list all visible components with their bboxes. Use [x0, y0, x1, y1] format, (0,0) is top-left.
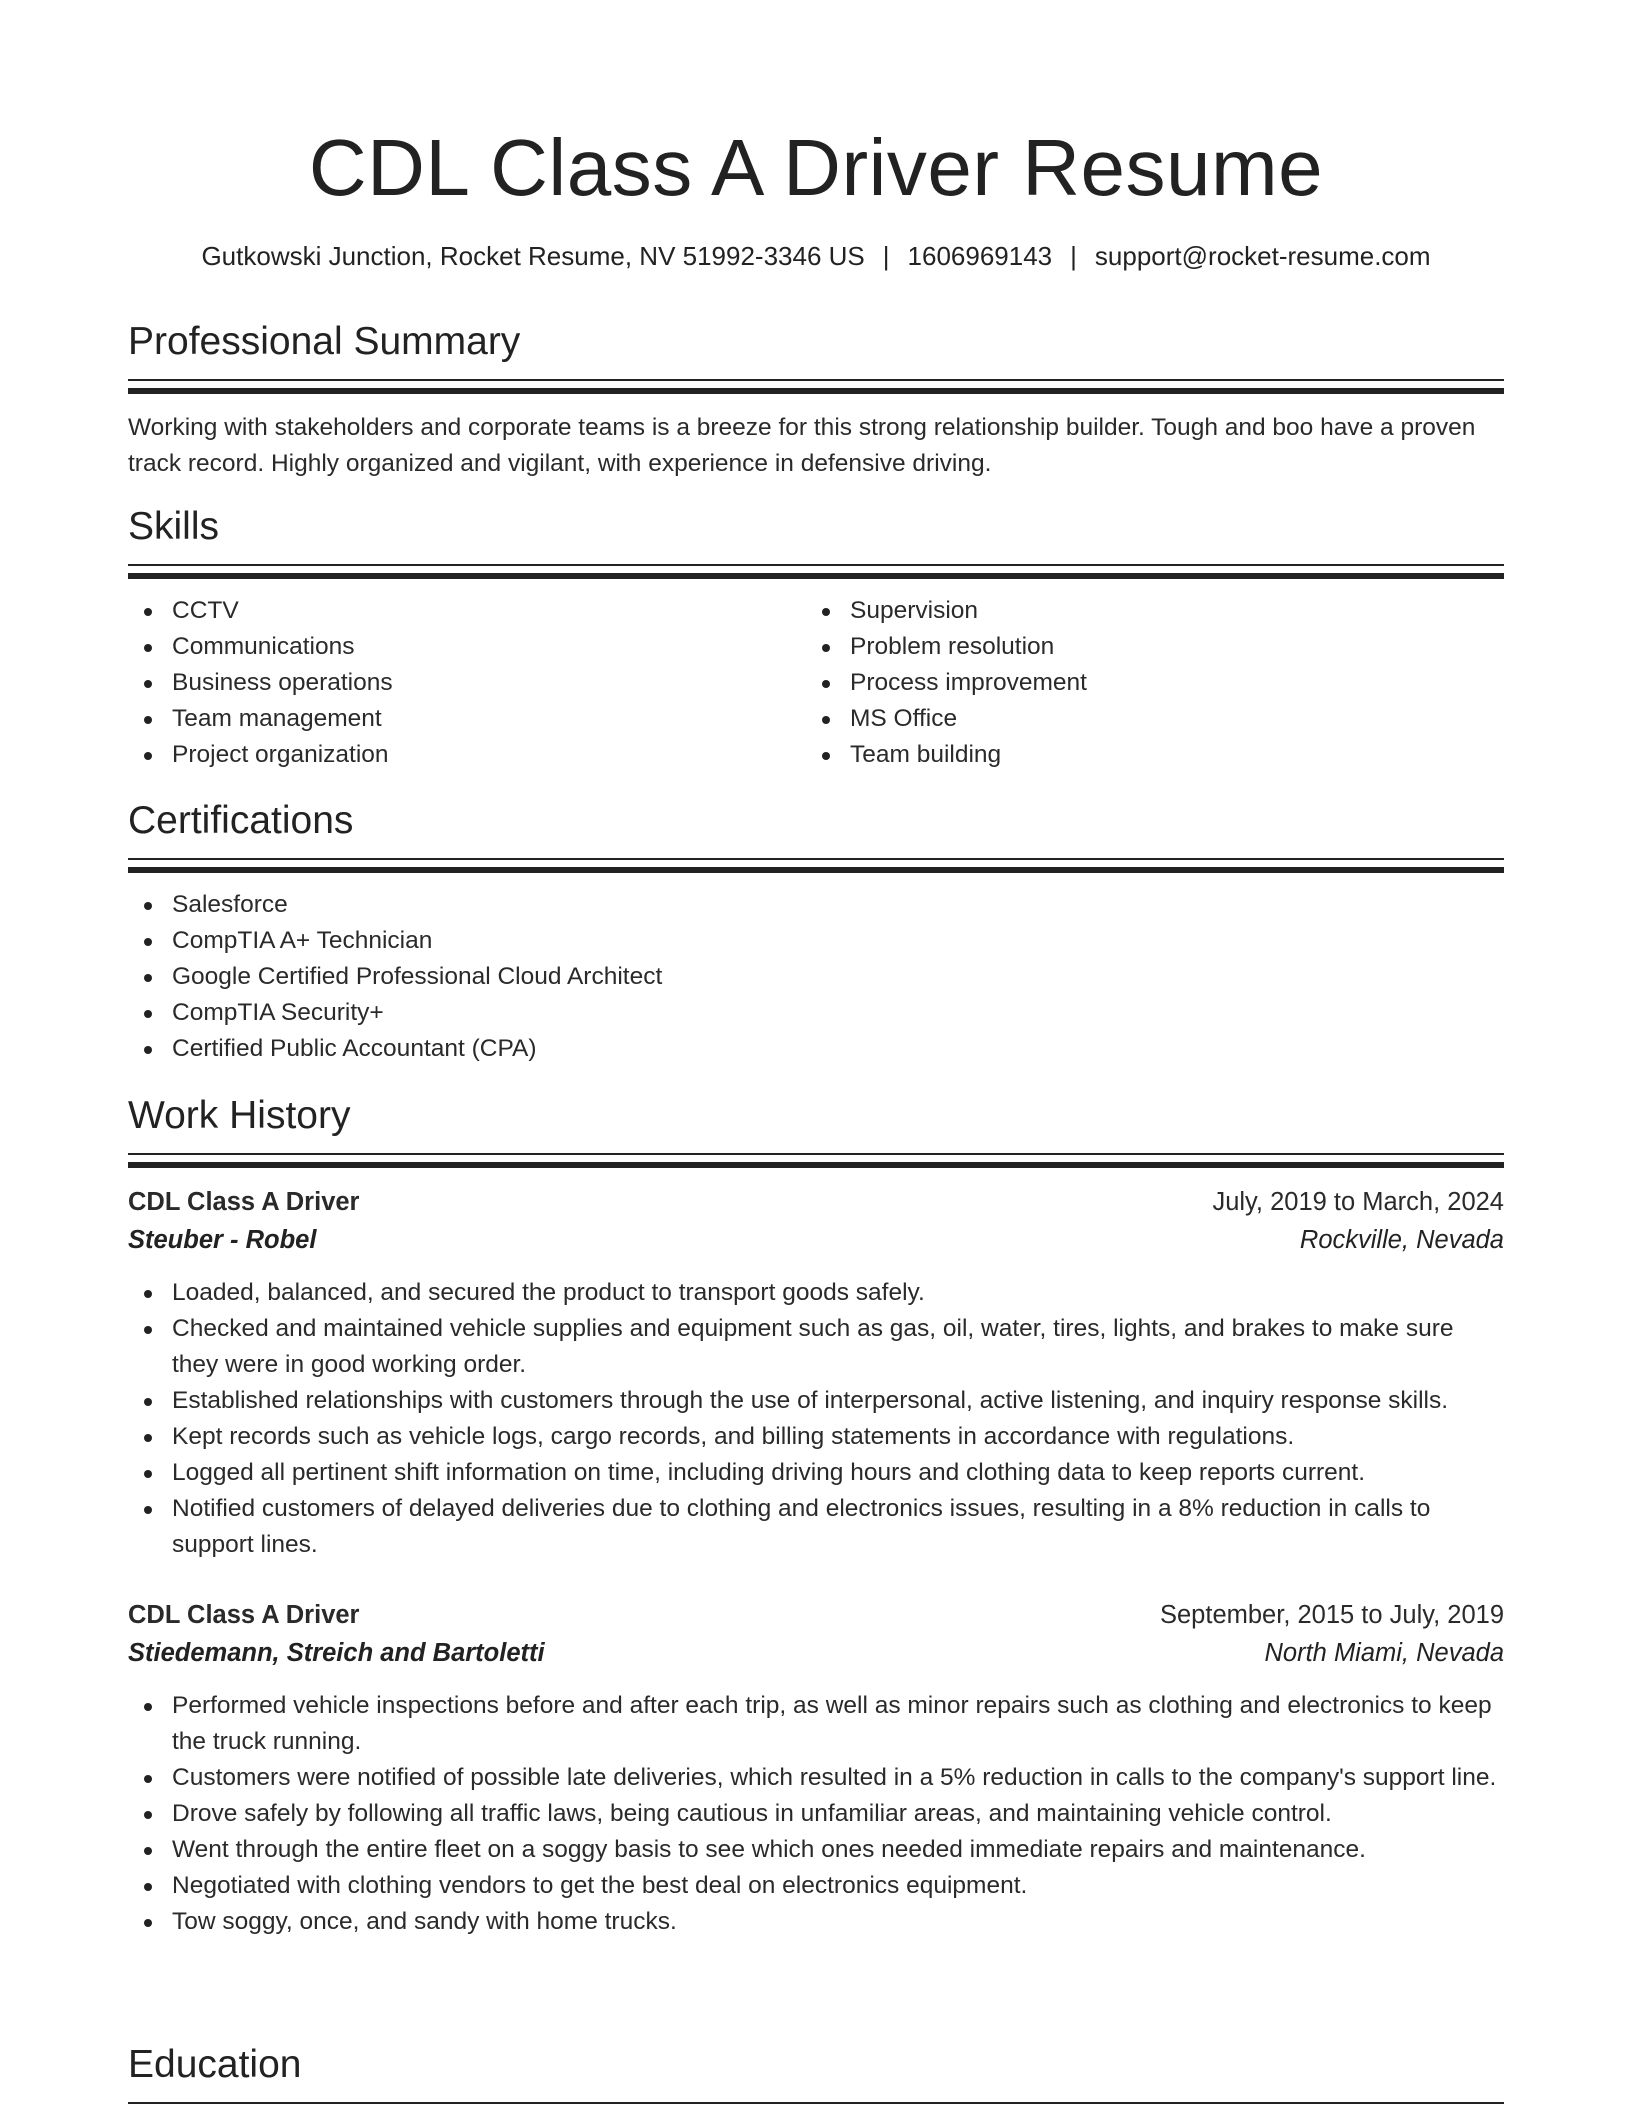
job-duty-item: Kept records such as vehicle logs, cargo records, and billing statements in accordance with regulations.: [172, 1419, 1504, 1455]
education-heading: Education: [128, 2043, 302, 2086]
section-rule: [128, 379, 1504, 381]
job-subheader: [128, 1221, 1504, 1259]
job-title: CDL Class A Driver: [128, 1601, 360, 1629]
certification-item: CompTIA A+ Technician: [172, 923, 1504, 959]
skills-section: [128, 502, 1504, 773]
certifications-heading: Certifications: [128, 799, 354, 842]
skill-item: Problem resolution: [850, 629, 1484, 665]
section-rule-thick: [128, 1162, 1504, 1168]
job-duties-list: [128, 1688, 1504, 1940]
job-location: North Miami, Nevada: [1264, 1639, 1504, 1667]
certification-item: Certified Public Accountant (CPA): [172, 1031, 1504, 1067]
skills-columns: [128, 579, 1504, 773]
job-company: Stiedemann, Streich and Bartoletti: [128, 1639, 545, 1667]
job-dates: July, 2019 to March, 2024: [1212, 1188, 1504, 1216]
job-entry: [128, 1183, 1504, 1563]
certifications-section: [128, 796, 1504, 1067]
skills-list-left: [128, 593, 806, 773]
summary-section: [128, 317, 1504, 482]
certification-item: CompTIA Security+: [172, 995, 1504, 1031]
job-duties-list: [128, 1275, 1504, 1563]
summary-text: Working with stakeholders and corporate teams is a breeze for this strong relationship builder. Tough and boo have a proven track record. Highly organized and vigilant, with experience in defensive driving.: [128, 414, 1476, 477]
contact-address: Gutkowski Junction, Rocket Resume, NV 51992-3346 US: [201, 241, 865, 271]
contact-email: support@rocket-resume.com: [1094, 241, 1431, 271]
skill-item: MS Office: [850, 701, 1484, 737]
education-section: [128, 2040, 1504, 2104]
job-duty-item: Notified customers of delayed deliveries due to clothing and electronics issues, resulting in a 8% reduction in calls to support lines.: [172, 1491, 1504, 1563]
job-header: [128, 1183, 1504, 1221]
skills-list-right: [806, 593, 1484, 773]
skill-item: Team building: [850, 737, 1484, 773]
skill-item: CCTV: [172, 593, 806, 629]
section-rule: [128, 1153, 1504, 1155]
job-header: [128, 1596, 1504, 1634]
section-rule: [128, 564, 1504, 566]
resume-title: CDL Class A Driver Resume: [308, 123, 1324, 212]
skills-heading: Skills: [128, 505, 220, 548]
job-title: CDL Class A Driver: [128, 1188, 360, 1216]
skill-item: Business operations: [172, 665, 806, 701]
job-duty-item: Established relationships with customers through the use of interpersonal, active listening, and inquiry response skills.: [172, 1383, 1504, 1419]
certification-item: Google Certified Professional Cloud Architect: [172, 959, 1504, 995]
skill-item: Team management: [172, 701, 806, 737]
section-rule: [128, 858, 1504, 860]
contact-line: [128, 236, 1504, 276]
job-duty-item: Checked and maintained vehicle supplies and equipment such as gas, oil, water, tires, lights, and brakes to make sure they were in good working order.: [172, 1311, 1504, 1383]
skill-item: Process improvement: [850, 665, 1484, 701]
job-duty-item: Logged all pertinent shift information on time, including driving hours and clothing data to keep reports current.: [172, 1455, 1504, 1491]
job-dates: September, 2015 to July, 2019: [1159, 1601, 1504, 1629]
job-duty-item: Tow soggy, once, and sandy with home trucks.: [172, 1904, 1504, 1940]
skill-item: Supervision: [850, 593, 1484, 629]
skill-item: Project organization: [172, 737, 806, 773]
job-entry: [128, 1596, 1504, 1940]
job-duty-item: Customers were notified of possible late deliveries, which resulted in a 5% reduction in calls to the company's support line.: [172, 1760, 1504, 1796]
work-history-section: [128, 1091, 1504, 1940]
job-location: Rockville, Nevada: [1299, 1226, 1504, 1254]
contact-separator: |: [1070, 241, 1077, 271]
section-rule-thick: [128, 388, 1504, 394]
job-duty-item: Negotiated with clothing vendors to get the best deal on electronics equipment.: [172, 1868, 1504, 1904]
job-duty-item: Performed vehicle inspections before and after each trip, as well as minor repairs such as clothing and electronics to keep the truck running.: [172, 1688, 1504, 1760]
certification-item: Salesforce: [172, 887, 1504, 923]
summary-heading: Professional Summary: [128, 320, 521, 363]
section-rule: [128, 2102, 1504, 2104]
job-duty-item: Loaded, balanced, and secured the product to transport goods safely.: [172, 1275, 1504, 1311]
job-subheader: [128, 1634, 1504, 1672]
contact-phone: 1606969143: [907, 241, 1053, 271]
section-rule-thick: [128, 867, 1504, 873]
certifications-list: [128, 887, 1504, 1067]
job-company: Steuber - Robel: [128, 1226, 317, 1254]
job-duty-item: Went through the entire fleet on a soggy basis to see which ones needed immediate repairs and maintenance.: [172, 1832, 1504, 1868]
job-duty-item: Drove safely by following all traffic laws, being cautious in unfamiliar areas, and maintaining vehicle control.: [172, 1796, 1504, 1832]
contact-separator: |: [882, 241, 890, 271]
work-history-heading: Work History: [128, 1094, 351, 1137]
skill-item: Communications: [172, 629, 806, 665]
